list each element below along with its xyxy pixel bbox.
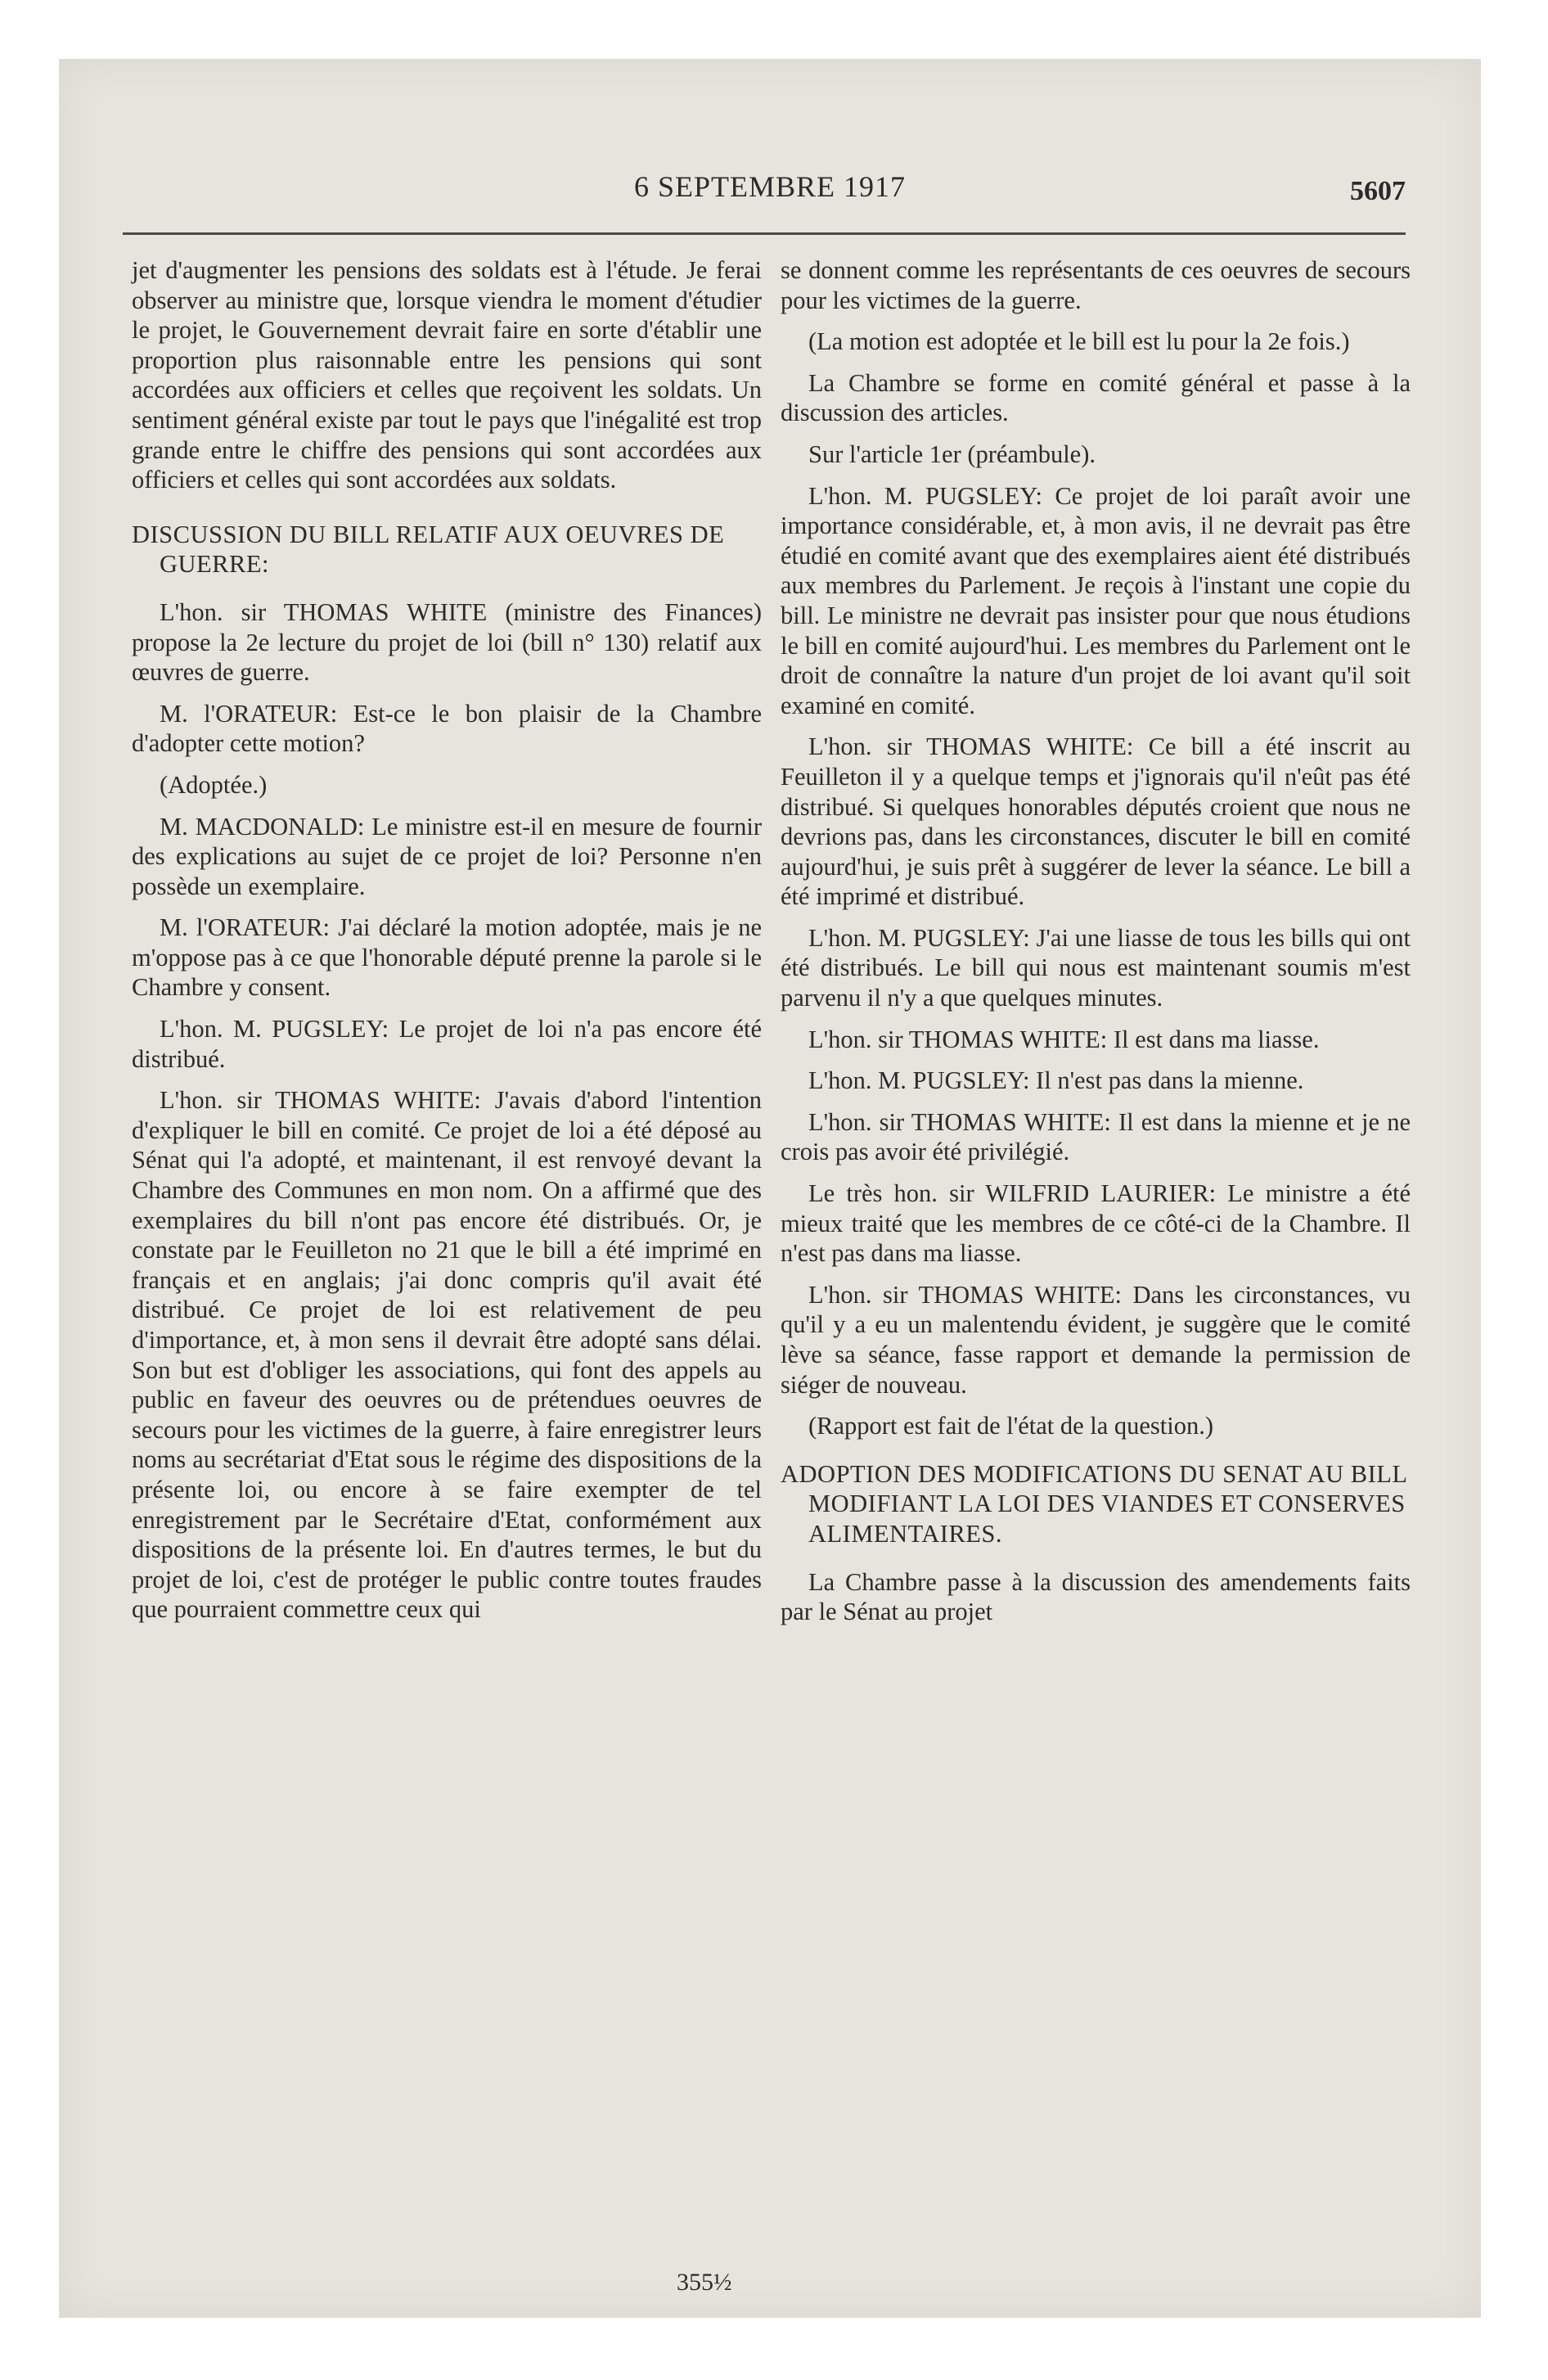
paragraph: jet d'augmenter les pensions des soldats est à l'étude. Je ferai observer au ministre que, lorsque viendra le moment d'étudier le projet, le Gouvernement devrait faire en sorte d'établir une proportion plus raisonnable entre les pensions qui sont accordées aux officiers et celles que reçoivent les soldats. Un sentiment général existe par tout le pays que l'inégalité est trop grande entre le chiffre des pensions qui sont accordées aux officiers et celles qui sont accordées aux soldats. [132, 256, 762, 494]
paragraph: L'hon. M. PUGSLEY: Le projet de loi n'a pas encore été distribué. [132, 1015, 762, 1073]
paragraph: L'hon. M. PUGSLEY: Il n'est pas dans la mienne. [808, 1066, 1304, 1095]
document-page [59, 59, 1481, 2318]
paragraph: L'hon. sir THOMAS WHITE: Dans les circonstances, vu qu'il y a eu un malentendu évident, je suggère que le comité lève sa séance, fasse rapport et demande la permission de siéger de nouveau. [781, 1280, 1411, 1399]
page-header [59, 169, 1481, 219]
page-number: 5607 [1350, 176, 1406, 206]
paragraph: Sur l'article 1er (préambule). [808, 439, 1096, 468]
paragraph: M. l'ORATEUR: J'ai déclaré la motion adoptée, mais je ne m'oppose pas à ce que l'honorable député prenne la parole si le Chambre y consent. [132, 913, 762, 1002]
signature-mark: 355½ [677, 2269, 732, 2296]
paragraph: L'hon. sir THOMAS WHITE: Il est dans ma liasse. [808, 1025, 1320, 1053]
paragraph: (La motion est adoptée et le bill est lu pour la 2e fois.) [808, 327, 1350, 356]
paragraph: se donnent comme les représentants de ces oeuvres de secours pour les victimes de la guerre. [781, 256, 1411, 314]
paragraph: L'hon. sir THOMAS WHITE: Ce bill a été inscrit au Feuilleton il y a quelque temps et j'ignorais qu'il n'eût pas été distribué. Si quelques honorables députés croient que nous ne devrions pas, dans les circonstances, discuter le bill en comité aujourd'hui, je suis prêt à suggérer de lever la séance. Le bill a été imprimé et distribué. [781, 732, 1411, 911]
paragraph: (Adoptée.) [160, 770, 268, 799]
paragraph: L'hon. M. PUGSLEY: Ce projet de loi paraît avoir une importance considérable, et, à mon avis, il ne devrait pas être étudié en comité avant que des exemplaires aient été distribués aux membres du Parlement. Je reçois à l'instant une copie du bill. Le ministre ne devrait pas insister pour que nous étudions le bill en comité aujourd'hui. Les membres du Parlement ont le droit de connaître la nature d'un projet de loi avant qu'il soit examiné en comité. [781, 481, 1411, 719]
section-heading: DISCUSSION DU BILL RELATIF AUX OEUVRES DE GUERRE: [132, 520, 725, 579]
paragraph: Le très hon. sir WILFRID LAURIER: Le ministre a été mieux traité que les membres de ce côté-ci de la Chambre. Il n'est pas dans ma liasse. [781, 1179, 1411, 1268]
paragraph: L'hon. sir THOMAS WHITE (ministre des Finances) propose la 2e lecture du projet de loi (bill n° 130) relatif aux œuvres de guerre. [132, 597, 762, 687]
paragraph: (Rapport est fait de l'état de la question.) [808, 1412, 1214, 1440]
paragraph: L'hon. sir THOMAS WHITE: J'avais d'abord l'intention d'expliquer le bill en comité. Ce projet de loi a été déposé au Sénat qui l'a adopté, et maintenant, il est renvoyé devant la Chambre des Communes en mon nom. On a affirmé que des exemplaires du bill n'ont pas encore été distribués. Or, je constate par le Feuilleton no 21 que le bill a été imprimé en français et en anglais; j'ai donc compris qu'il avait été distribué. Ce projet de loi est relativement de peu d'importance, et, à mon sens il devrait être adopté sans délai. Son but est d'obliger les associations, qui font des appels au public en faveur des oeuvres ou de prétendues oeuvres de secours pour les victimes de la guerre, à faire enregistrer leurs noms au secrétariat d'Etat sous le régime des dispositions de la présente loi, ou encore à se faire exempter de tel enregistrement par le Secrétaire d'Etat, conformément aux dispositions de la présente loi. En d'autres termes, le but du projet de loi, c'est de protéger le public contre toutes fraudes que pourraient commettre ceux qui [132, 1086, 762, 1624]
paragraph: La Chambre se forme en comité général et passe à la discussion des articles. [781, 368, 1411, 427]
left-column [132, 255, 762, 1636]
paragraph: L'hon. sir THOMAS WHITE: Il est dans la mienne et je ne crois pas avoir été privilégié. [781, 1107, 1411, 1166]
section-heading: ADOPTION DES MODIFICATIONS DU SENAT AU BILL MODIFIANT LA LOI DES VIANDES ET CONSERVES ALIMENTAIRES. [781, 1459, 1407, 1548]
paragraph: L'hon. M. PUGSLEY: J'ai une liasse de tous les bills qui ont été distribués. Le bill qui nous est maintenant soumis m'est parvenu il n'y a que quelques minutes. [781, 923, 1411, 1012]
paragraph: M. MACDONALD: Le ministre est-il en mesure de fournir des explications au sujet de ce projet de loi? Personne n'en possède un exemplaire. [132, 812, 762, 900]
paragraph: M. l'ORATEUR: Est-ce le bon plaisir de la Chambre d'adopter cette motion? [132, 699, 762, 758]
right-column [781, 255, 1411, 1639]
header-rule [123, 232, 1406, 235]
header-date: 6 SEPTEMBRE 1917 [633, 170, 907, 203]
paragraph: La Chambre passe à la discussion des amendements faits par le Sénat au projet [781, 1567, 1411, 1626]
